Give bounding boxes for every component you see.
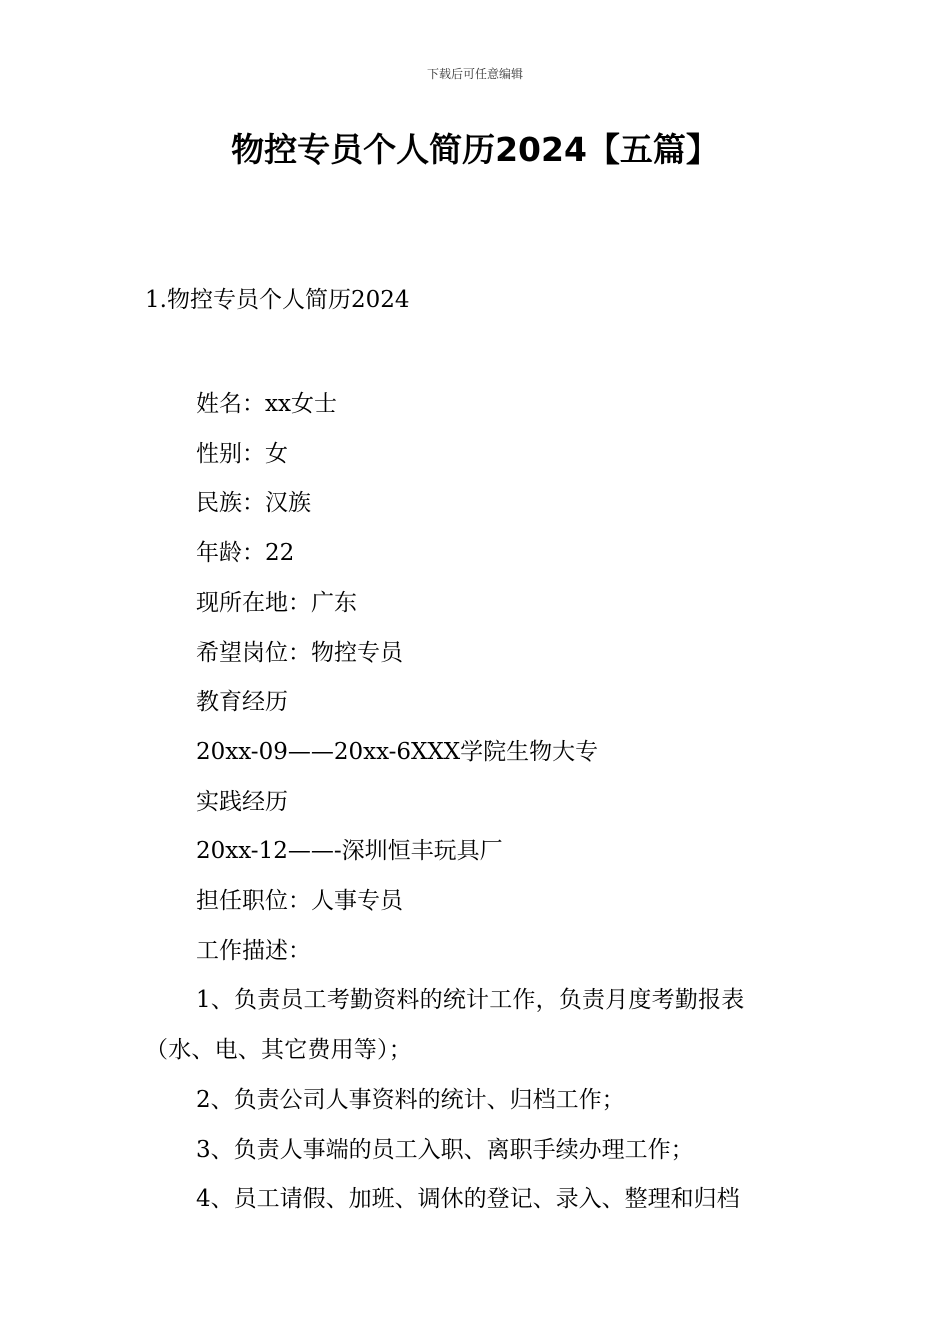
experience-heading: 实践经历 <box>196 788 288 815</box>
duty-item: 4、员工请假、加班、调休的登记、录入、整理和归档 <box>196 1186 740 1213</box>
resume-content <box>145 380 810 1225</box>
duty-item: 3、负责人事端的员工入职、离职手续办理工作； <box>196 1136 694 1163</box>
job-description-heading: 工作描述： <box>196 937 311 964</box>
field-age: 年龄：22 <box>196 540 295 567</box>
header-note: 下载后可任意编辑 <box>426 67 523 81</box>
duty-item: 1、负责员工考勤资料的统计工作，负责月度考勤报表（水、电、其它费用等）； <box>145 987 745 1064</box>
field-desired-position: 希望岗位：物控专员 <box>196 639 403 666</box>
document-title: 物控专员个人简历2024【五篇】 <box>231 130 719 169</box>
field-name: 姓名：xx女士 <box>196 391 337 417</box>
experience-entry: 20xx-12——-深圳恒丰玩具厂 <box>196 838 503 865</box>
experience-position: 担任职位：人事专员 <box>196 888 403 915</box>
field-location: 现所在地：广东 <box>196 589 357 616</box>
education-entry: 20xx-09——20xx-6XXX学院生物大专 <box>196 738 599 765</box>
education-heading: 教育经历 <box>196 689 288 716</box>
field-gender: 性别：女 <box>196 440 288 467</box>
section-heading: 1.物控专员个人简历2024 <box>145 287 410 313</box>
field-ethnicity: 民族：汉族 <box>196 490 311 517</box>
duty-item: 2、负责公司人事资料的统计、归档工作； <box>196 1086 625 1113</box>
